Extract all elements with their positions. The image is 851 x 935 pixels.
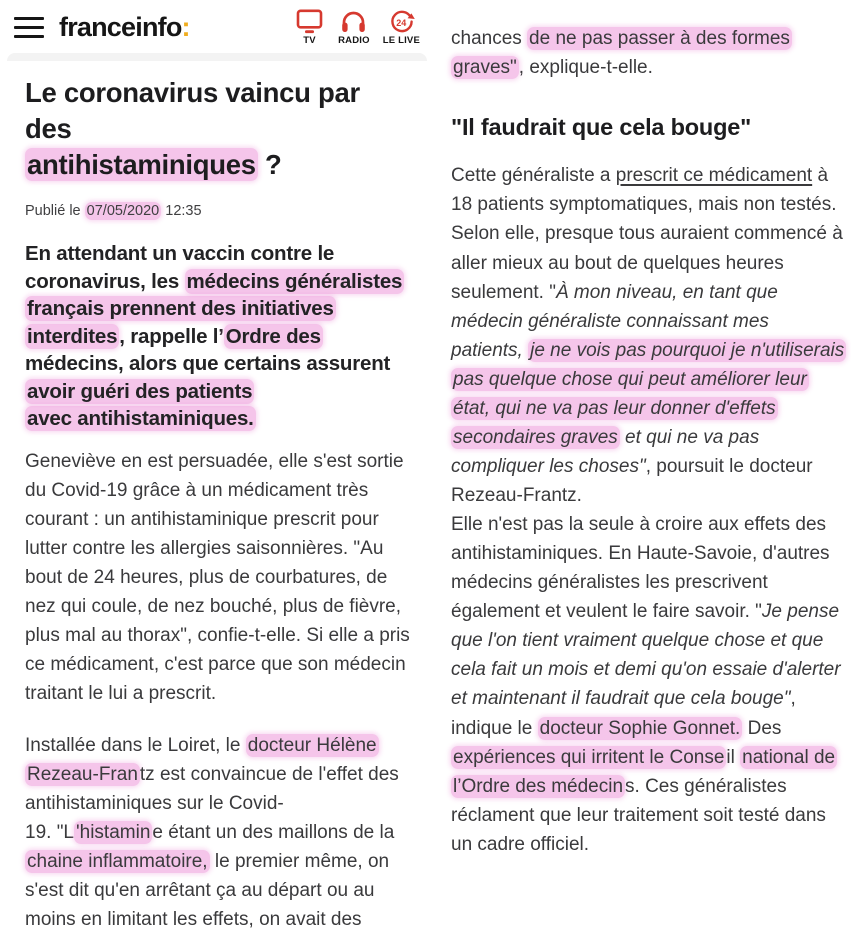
nav-label: TV [303, 35, 316, 46]
publish-prefix: Publié le [25, 203, 85, 220]
text-segment: Le coronavirus vaincu par des [25, 77, 360, 144]
text-segment: tz est convaincue de l'effet des antihistaminiques sur le Covid- [25, 764, 399, 815]
highlighted-text: Ordre des [225, 324, 321, 348]
nav-item-le-live[interactable] [383, 9, 420, 46]
site-header [0, 0, 430, 51]
right-column [430, 0, 851, 855]
highlighted-text: je ne vois pas pourquoi je n'utiliserais pas quelque chose qui peut améliorer leur état, qui ne va pas leur donner d'effets secondaires graves [453, 339, 845, 448]
highlighted-text: de ne pas passer à des formes graves" [453, 28, 790, 79]
article-left [0, 61, 430, 935]
text-segment: médecins, alors que certains assurent [25, 352, 391, 376]
text-segment: , rappelle l’ [119, 324, 224, 348]
text-segment: , poursuit le docteur Rezeau-Frantz. [451, 455, 813, 506]
publish-date-line [25, 203, 413, 219]
publish-time: 12:35 [161, 203, 202, 220]
content-panel-top-edge [7, 53, 427, 61]
text-segment: Cette généraliste a [451, 165, 616, 187]
text-segment: En attendant un vaccin contre le coronavirus, les [25, 242, 335, 293]
text-segment: s. Ces généralistes réclament que leur traitement soit testé dans un cadre officiel. [451, 775, 826, 855]
text-segment: à 18 patients symptomatiques, mais non testés. Selon elle, presque tous auraient commencé à aller mieux au bout de quelques heures seulement. " [451, 165, 843, 303]
highlighted-text: national de l’Ordre des médecin [453, 746, 836, 797]
tv-icon [294, 9, 325, 34]
paragraph [451, 161, 845, 510]
inline-link[interactable]: prescrit ce médicament [615, 165, 813, 187]
paragraph [451, 510, 845, 859]
highlighted-text: docteur Hélène Rezeau-Fran [27, 735, 377, 786]
paragraph-continuation [451, 22, 845, 82]
highlighted-text: docteur Sophie Gonnet. [539, 717, 741, 739]
text-segment: il [726, 746, 741, 768]
publish-date: 07/05/2020 [86, 203, 160, 220]
radio-icon [338, 9, 369, 34]
live-24-icon [386, 9, 417, 34]
highlighted-text: médecins généralistes français prennent des initiatives interdites [27, 269, 403, 348]
highlighted-text: avec antihistaminiques. [27, 407, 254, 431]
text-segment: , explique-t-elle. [518, 57, 653, 79]
highlighted-text: avoir guéri des patients [27, 379, 253, 403]
hamburger-menu-icon[interactable] [14, 13, 46, 42]
live-24-badge: 24 [396, 17, 407, 28]
page-title [25, 75, 413, 182]
text-segment: Geneviève en est persuadée, elle s'est sortie du Covid-19 grâce à un médicament très courant : un antihistaminique prescrit pour lutter contre les allergies saisonnières. "Au bout de 24 heures, plus de courbatures, de nez qui coule, de nez bouché, plus de fièvre, plus mal au thorax", confie-t-elle. Si elle a pris ce médicament, c'est parce que son médecin traitant le lui a prescrit. [25, 450, 410, 705]
franceinfo-logo[interactable] [59, 12, 190, 43]
article-body-left [25, 447, 413, 935]
nav-label: RADIO [338, 35, 370, 46]
nav-item-tv[interactable] [294, 9, 325, 46]
highlighted-text: 'histamin [76, 822, 151, 844]
hamburger-bar [14, 35, 44, 38]
header-nav [294, 9, 420, 46]
text-segment: e étant un des maillons de la [152, 822, 395, 844]
paragraph [25, 447, 413, 709]
highlighted-text: antihistaminiques [27, 148, 256, 180]
hamburger-bar [14, 26, 44, 29]
text-segment: chances [451, 28, 528, 49]
text-segment: , indique le [451, 688, 796, 739]
nav-item-radio[interactable] [338, 9, 370, 46]
logo-colon: : [181, 12, 190, 42]
article-intro [25, 240, 413, 432]
logo-text: franceinfo [59, 12, 182, 42]
highlighted-text: chaine inflammatoire, [27, 851, 208, 873]
section-heading: "Il faudrait que cela bouge" [451, 114, 752, 141]
paragraph [25, 731, 413, 934]
text-segment: Des [742, 717, 782, 739]
text-segment: Je pense que l'on tient vraiment quelque chose et que cela fait un mois et demi qu'on essaie d'alerter et maintenant il faudrait que cela bouge" [451, 601, 841, 710]
text-segment: Installée dans le Loiret, le [25, 735, 246, 757]
text-segment: 19. "L [25, 822, 75, 844]
hamburger-bar [14, 17, 44, 20]
text-segment: Elle n'est pas la seule à croire aux effets des antihistaminiques. En Haute-Savoie, d'autres médecins généralistes les prescrivent également et veulent le faire savoir. " [451, 514, 830, 623]
text-segment: À mon niveau, en tant que médecin généraliste connaissant mes patients, [451, 281, 778, 361]
article-body-right [451, 22, 845, 859]
highlighted-text: expériences qui irritent le Conse [453, 746, 725, 768]
text-segment: et qui ne va pas compliquer les choses" [451, 426, 760, 477]
text-segment: le premier même, on s'est dit qu'en arrêtant ça au départ ou au moins en limitant les effets, on avait des [25, 851, 390, 931]
text-segment: ? [257, 148, 282, 180]
nav-label: LE LIVE [382, 35, 420, 46]
